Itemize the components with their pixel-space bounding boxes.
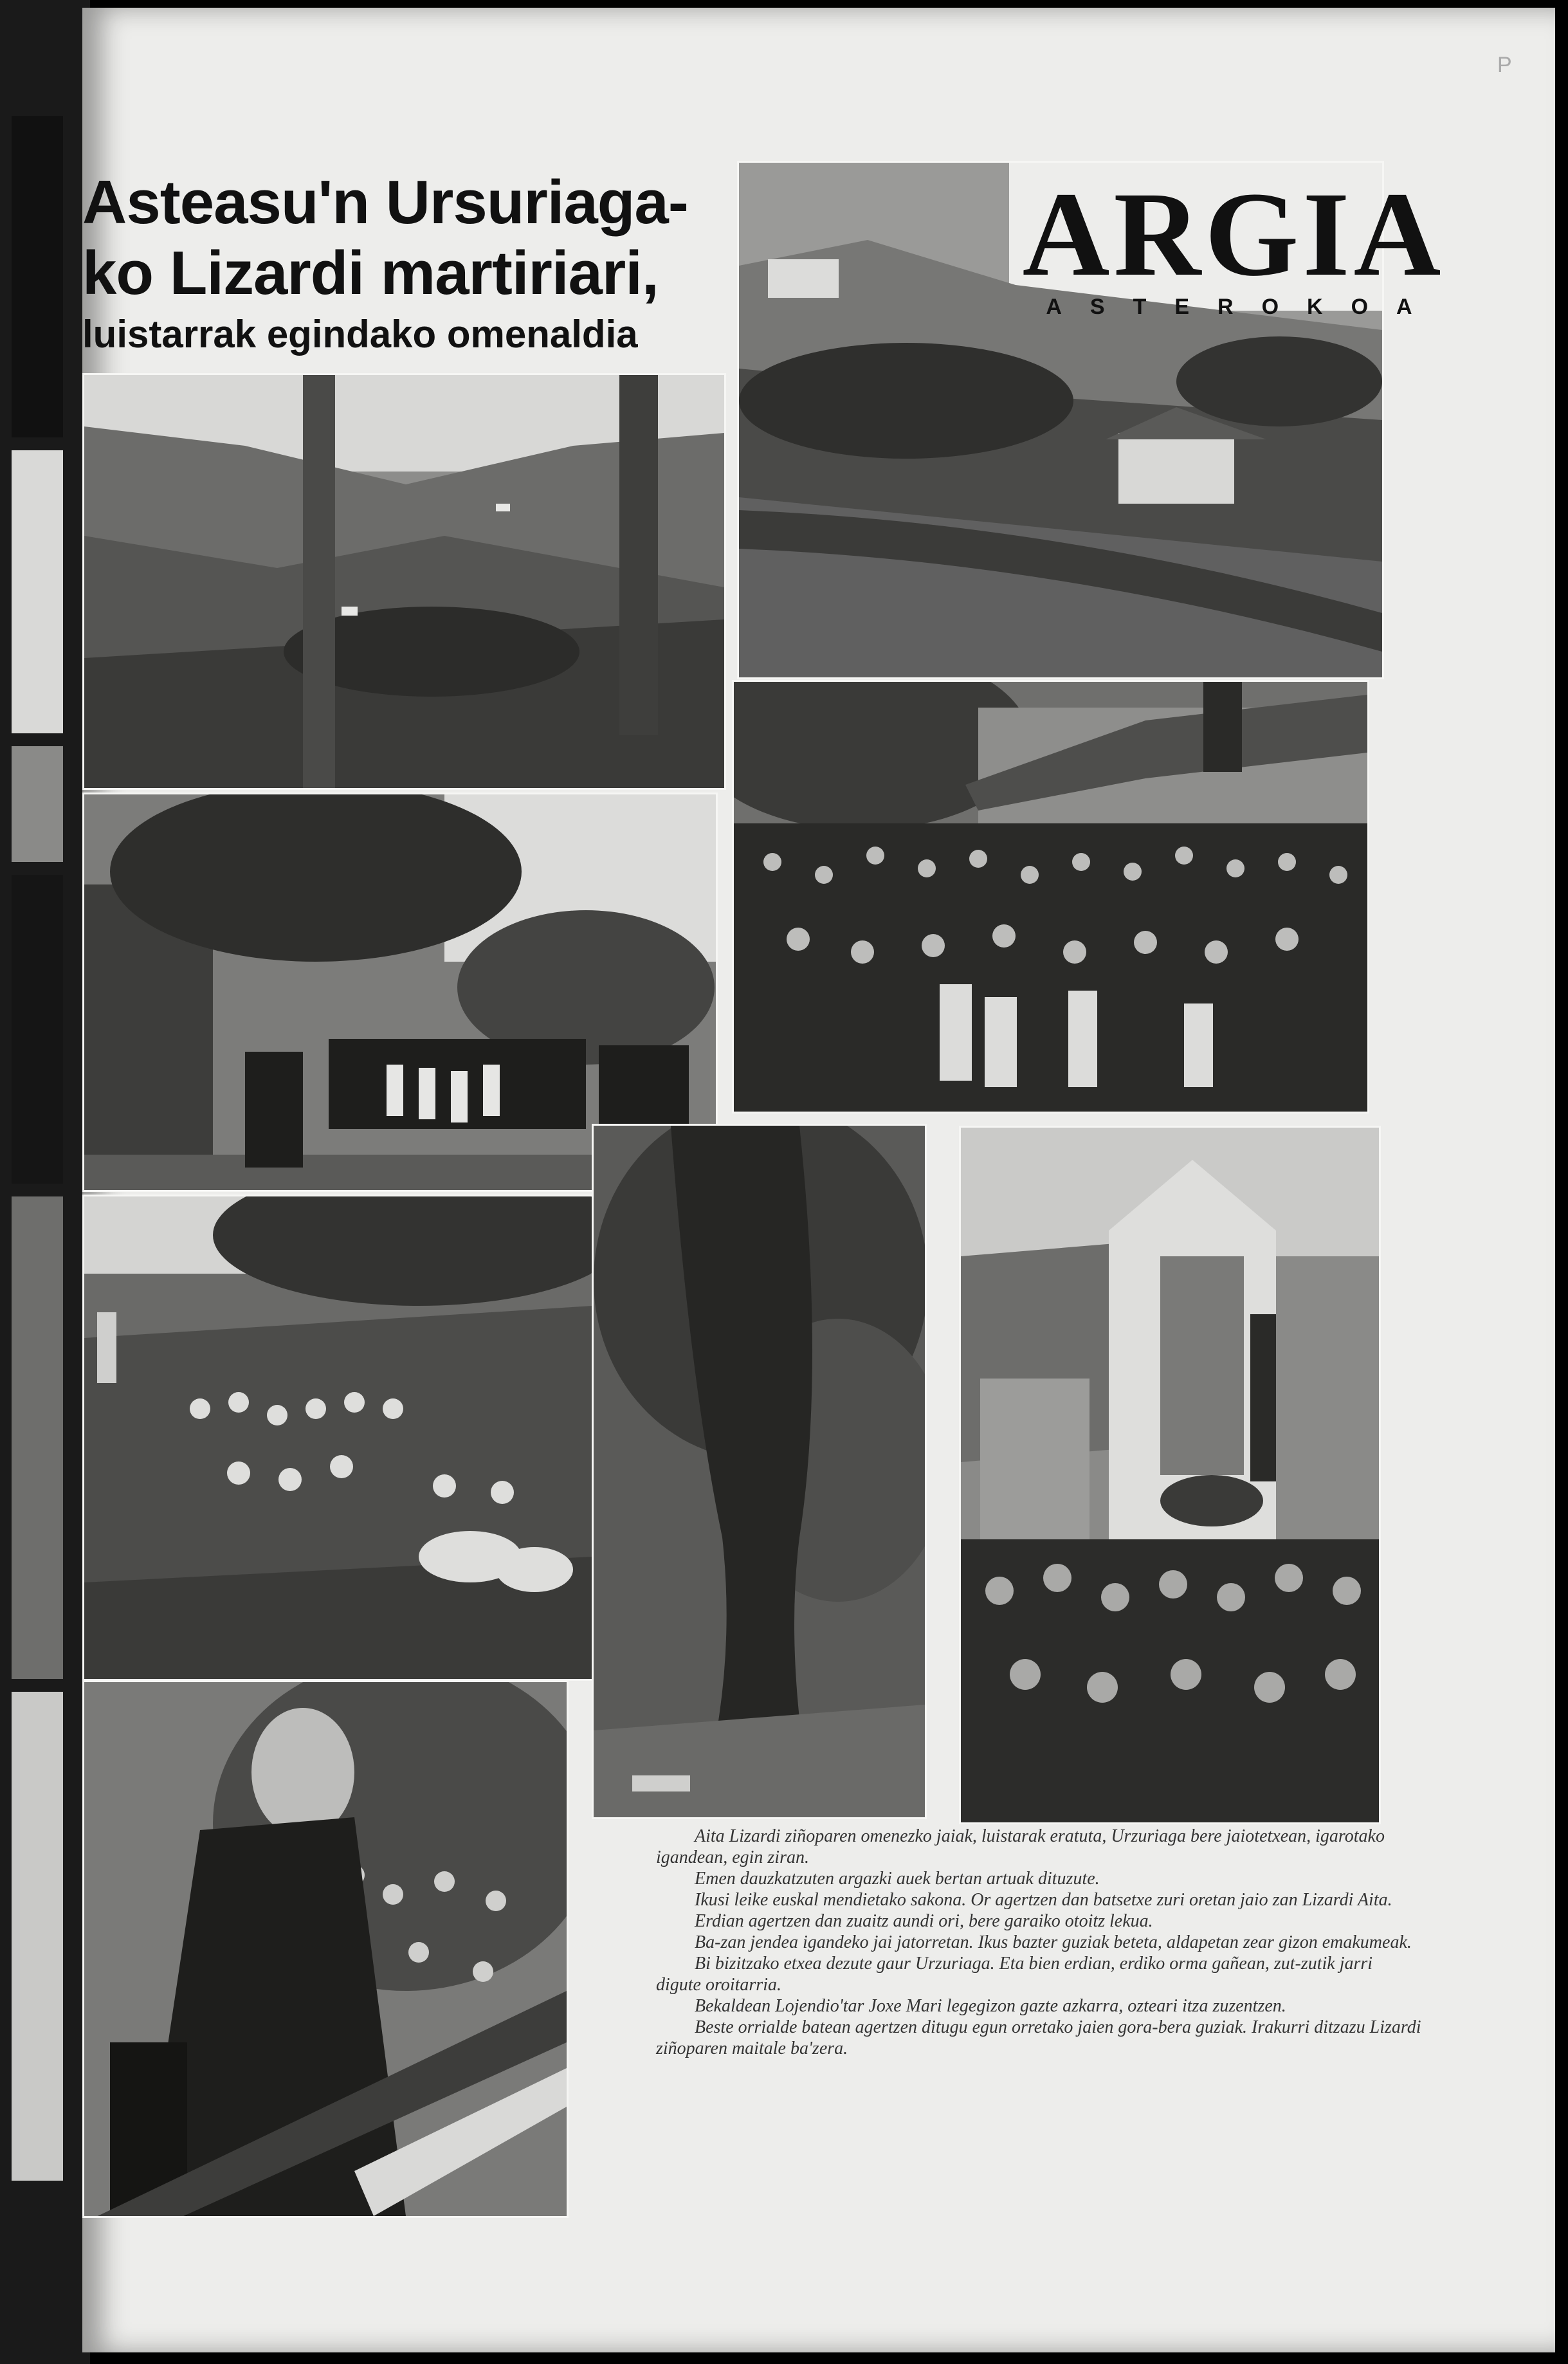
facing-page-strip [0,0,90,2364]
facing-page-photo-fragment [12,1196,63,1679]
article-headline [82,167,803,360]
article-caption [656,1826,1421,2059]
large-tree-photo [592,1124,927,1819]
headline-line-2: ko Lizardi martiriari, [82,239,659,307]
caption-paragraph: Bekaldean Lojendio'tar Joxe Mari legegizon gazte azkarra, ozteari itza zuzentzen. [695,1996,1286,2016]
big-tree-icon [594,1126,925,1817]
caption-paragraph: Emen dauzkatzuten argazki auek bertan artuak dituzute. [695,1869,1100,1889]
magazine-page [82,8,1555,2352]
facing-page-light-area [12,450,63,733]
landscape-with-trees-icon [84,375,724,788]
plaque-with-flowers-icon [961,1128,1379,1822]
man-speaking-icon [84,1682,567,2216]
page-mark: P [1497,53,1512,77]
facing-page-photo-fragment [12,1692,63,2181]
headline-line-3: luistarrak egindako omenaldia [82,313,638,356]
argia-masthead [1021,167,1446,320]
caption-paragraph: Bi bizitzako etxea dezute gaur Urzuriaga. Eta bien erdian, erdiko orma gañean, zut-zutik jarri digute oroitarria. [656,1954,1373,1995]
facing-page-dark-area [12,116,63,437]
facing-page-dark-area [12,875,63,1184]
headline-line-1: Asteasu'n Ursuriaga- [82,168,688,237]
caption-paragraph: Erdian agertzen dan zuaitz aundi ori, bere garaiko otoitz lekua. [695,1911,1153,1931]
crowd-before-houses-icon [734,682,1367,1112]
facing-page-photo-fragment [12,746,63,862]
seated-women-photo [82,1195,594,1681]
memorial-plaque-photo [959,1126,1381,1824]
masthead-title: ARGIA [1022,167,1445,301]
caption-paragraph: Aita Lizardi ziñoparen omenezko jaiak, luistarak eratuta, Urzuriaga bere jaiotetxean, igarotako igandean, egin ziran. [656,1826,1385,1867]
valley-landscape-photo [82,373,726,790]
caption-paragraph: Beste orrialde batean agertzen ditugu egun orretako jaien gora-bera guziak. Irakurri ditzazu Lizardi ziñoparen maitale ba'zera. [656,2017,1421,2058]
large-crowd-photo [732,680,1369,1113]
speaker-photo [82,1680,569,2218]
masthead-subtitle: ASTEROKOA [1046,295,1441,319]
group-on-slope-icon [84,1196,592,1679]
caption-paragraph: Ba-zan jendea igandeko jai jatorretan. Ikus bazter guziak beteta, aldapetan zear gizon emakumeak. [695,1932,1412,1952]
caption-paragraph: Ikusi leike euskal mendietako sakona. Or agertzen dan batsetxe zuri oretan jaio zan Lizardi Aita. [695,1890,1392,1910]
